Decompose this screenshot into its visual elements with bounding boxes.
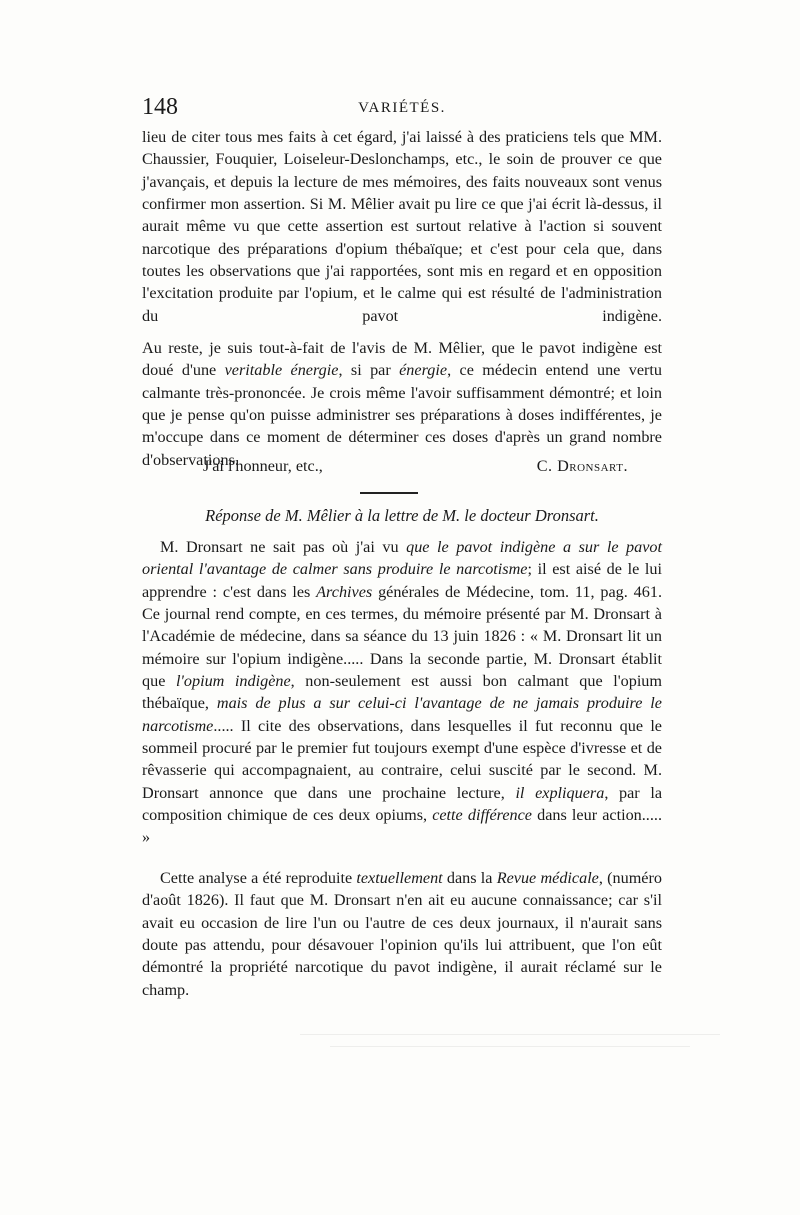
letter-signature — [142, 455, 628, 477]
page-header — [142, 94, 662, 124]
italic-run: que le pavot indigène a sur le pavot oriental l'avantage de calmer sans produire le narcotisme — [142, 538, 662, 579]
text-run: , si par — [338, 361, 400, 380]
letter-paragraph-1: lieu de citer tous mes faits à cet égard, j'ai laissé à des praticiens tels que MM. Chaussier, Fouquier, Loiseleur-Deslonchamps, etc., le soin de prouver ce que j'avançais, et depuis la lecture de mes mémoires, des faits nouveaux sont venus confirmer mon assertion. Si M. Mêlier avait pu lire ce que j'ai écrit là-dessus, il aurait même vu que cette assertion est surtout relative à l'action si souvent narcotique des préparations d'opium thébaïque; et c'est pour cela que, dans toutes les observations que j'ai rapportées, sont mis en regard et en opposition l'excitation produite par l'opium, et le calme qui est résulté de l'administration du pavot indigène. — [142, 128, 662, 325]
italic-run: Revue médicale — [496, 869, 599, 887]
running-head: VARIÉTÉS. — [358, 100, 446, 116]
show-through-mark — [300, 1034, 720, 1035]
reply-paragraph-1 — [142, 536, 662, 866]
text-run: , non-seulement est aussi bon calmant que l'opium thébaïque, — [142, 672, 662, 713]
text-run: ; il est aisé de le lui apprendre : c'est dans les — [142, 560, 662, 601]
italic-run: il expliquera — [515, 783, 605, 802]
text-run: , (numéro d'août 1826). Il faut que M. Dronsart n'en ait eu aucune connaissance; car s'il avait eu occasion de lire l'un ou l'autre de ces deux journaux, il n'aurait sans doute pas attendu, pour désavouer l'opinion qu'ils lui attribuent, que l'on eût démontré la propriété narcotique du pavot indigène, il aurait réclamé sur le champ. — [142, 869, 662, 999]
text-run: générales de Médecine, tom. 11, pag. 461. Ce journal rend compte, en ces termes, du mémoire présenté par M. Dronsart à l'Académie de médecine, dans sa séance du 13 juin 1826 : « M. Dronsart lit un mémoire sur l'opium indigène..... Dans la seconde partie, M. Dronsart établit que — [142, 582, 662, 691]
italic-run: veritable énergie — [224, 361, 339, 380]
text-run: Au reste, je suis tout-à-fait de l'avis de M. Mêlier, que le pavot indigène est doué d'une — [142, 339, 662, 380]
italic-run: l'opium indigène — [175, 672, 291, 691]
reply-title: Réponse de M. Mêlier à la lettre de M. le docteur Dronsart. — [205, 506, 599, 525]
text-run: M. Dronsart ne sait pas où j'ai vu — [160, 538, 407, 556]
italic-run: textuellement — [356, 869, 443, 887]
italic-run: mais de plus a sur celui-ci l'avantage de ne jamais produire le narcotisme — [142, 694, 662, 735]
text-run: dans leur action..... » — [142, 806, 662, 847]
reply-paragraph-2 — [142, 867, 662, 1027]
text-run: , par la composition chimique de ces deux opiums, — [142, 783, 663, 825]
italic-run: énergie — [399, 361, 448, 380]
text-run: , ce médecin entend une vertu calmante très-prononcée. Je crois même l'avoir suffisamment démontré; et loin que je pense qu'on puisse administrer ses préparations à doses indifférentes, je m'occupe dans ce moment de déterminer ces doses d'après un grand nombre d'observations. — [142, 361, 662, 469]
page-number: 148 — [142, 94, 178, 120]
signature-name: C. Dronsart. — [536, 457, 628, 475]
text-run: Cette analyse a été reproduite — [160, 869, 357, 887]
text-run: ..... Il cite des observations, dans lesquelles il fut reconnu que le sommeil procuré par le premier fut toujours exempt d'une espèce d'ivresse et de rêvasserie qui accompagnaient, au contraire, celui suscité par le second. M. Dronsart annonce que dans une prochaine lecture, — [142, 716, 662, 802]
italic-run: Archives — [316, 582, 373, 601]
signature-greeting: J'ai l'honneur, etc., — [203, 457, 323, 475]
text-run: dans la — [442, 869, 497, 887]
italic-run: cette différence — [432, 806, 532, 825]
show-through-mark — [330, 1046, 690, 1047]
letter-paragraph-2 — [142, 337, 662, 472]
section-divider — [360, 492, 418, 494]
